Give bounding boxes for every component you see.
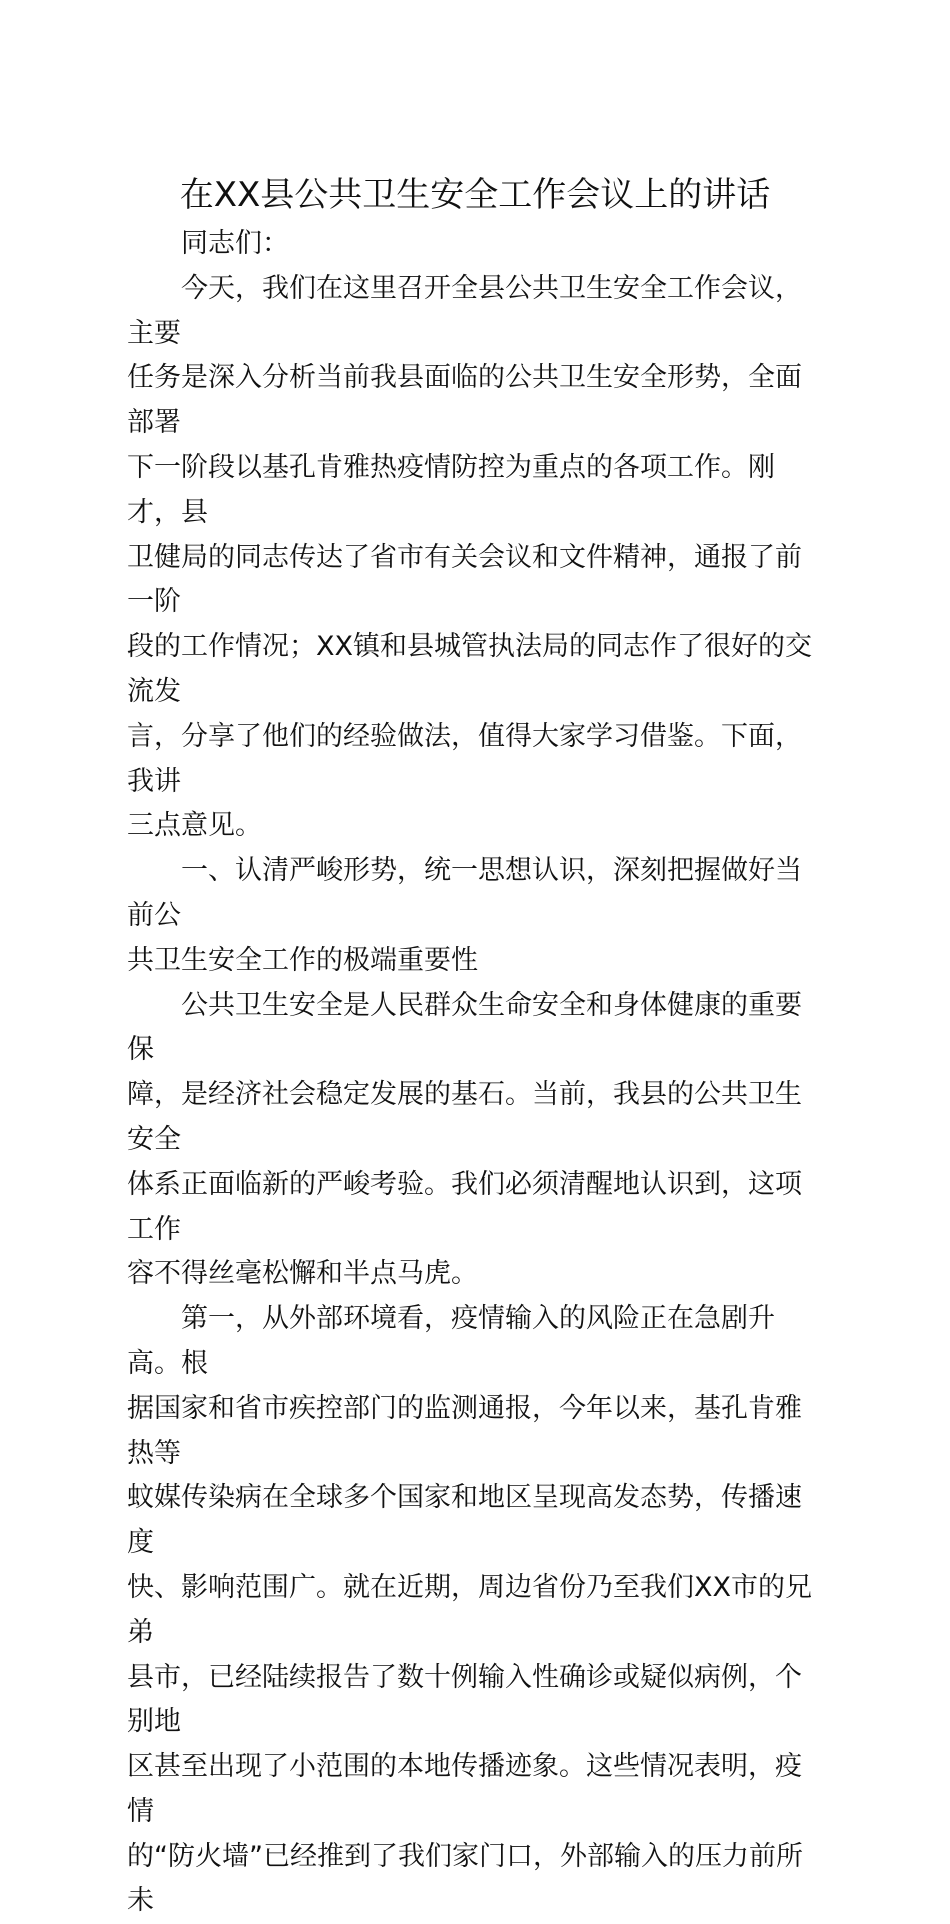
paragraph-first-point: 第一，从外部环境看，疫情输入的风险正在急剧升高。根 据国家和省市疾控部门的监测通报，今年以来，基孔肯雅热等 蚊媒传染病在全球多个国家和地区呈现高发态势，传播速度 快、影响范围广。就在近期，周边省份乃至我们XX市的兄弟 县市，已经陆续报告了数十例输入性确诊或疑似病例，个别地 区甚至出现了小范围的本地传播迹象。这些情况表明，疫情 的“防火墙”已经推到了我们家门口，外部输入的压力前所未 [127, 1303, 812, 1917]
salutation: 同志们： [181, 228, 289, 259]
paragraph-intro: 今天，我们在这里召开全县公共卫生安全工作会议，主要 任务是深入分析当前我县面临的公共卫生安全形势，全面部署 下一阶段以基孔肯雅热疫情防控为重点的各项工作。刚才，县 卫健局的同志传达了省市有关会议和文件精神，通报了前一阶 段的工作情况；XX镇和县城管执法局的同志作了很好的交流发 言，分享了他们的经验做法，值得大家学习借鉴。下面，我讲 三点意见。 [127, 272, 812, 842]
paragraph-importance: 公共卫生安全是人民群众生命安全和身体健康的重要保 障，是经济社会稳定发展的基石。当前，我县的公共卫生安全 体系正面临新的严峻考验。我们必须清醒地认识到，这项工作 容不得丝毫松懈和半点马虎。 [127, 989, 802, 1290]
document-body [127, 222, 827, 1924]
document-title: 在XX县公共卫生安全工作会议上的讲话 [179, 175, 771, 215]
section-heading-1: 一、认清严峻形势，统一思想认识，深刻把握做好当前公 共卫生安全工作的极端重要性 [127, 855, 802, 976]
